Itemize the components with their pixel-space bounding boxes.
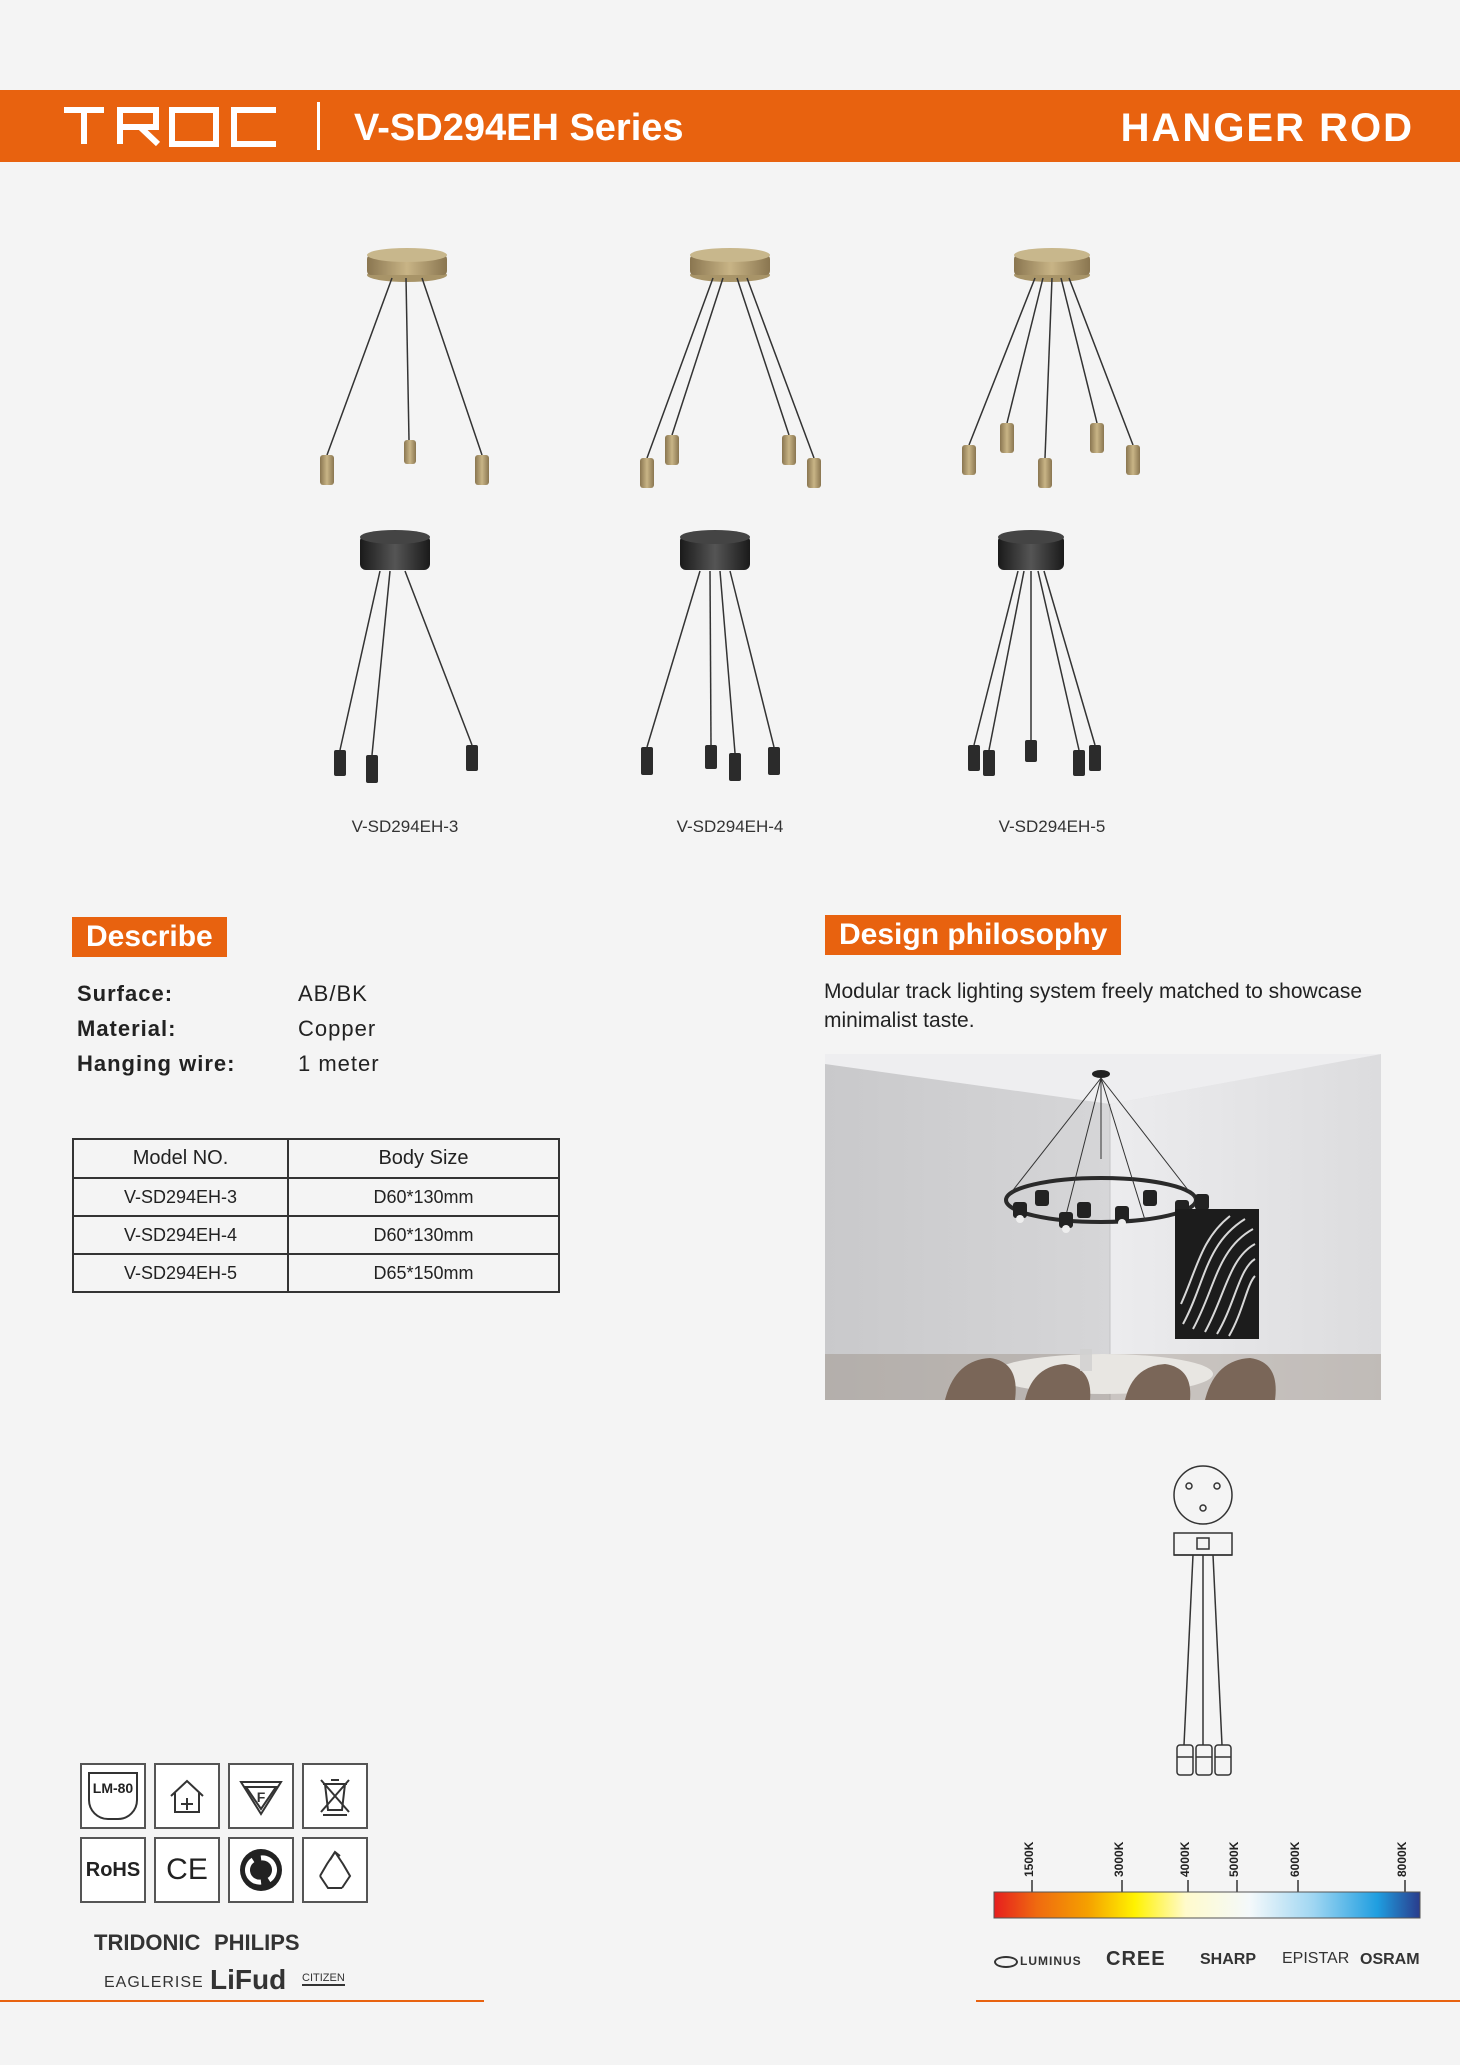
product-label-4: V-SD294EH-4 (676, 817, 784, 836)
cct-label: 1500K (1022, 1841, 1036, 1877)
lm80-icon (80, 1763, 146, 1829)
table-row (73, 1178, 559, 1216)
room-photo (825, 1054, 1381, 1400)
cct-label: 6000K (1288, 1841, 1302, 1877)
technical-drawing (1160, 1460, 1290, 1785)
lm80-label: LM-80 (92, 1780, 134, 1796)
logo-lifud: LiFud (210, 1964, 287, 1995)
logo-eaglerise: EAGLERISE (104, 1974, 204, 1991)
spec-key: Hanging wire: (77, 1051, 236, 1076)
spec-row-material (77, 1011, 497, 1046)
footer-rule-right (976, 2000, 1460, 2002)
philosophy-title: Design philosophy (825, 915, 1121, 955)
describe-title: Describe (72, 917, 227, 957)
logo-sharp: SHARP (1200, 1951, 1257, 1968)
table-cell: V-SD294EH-3 (73, 1178, 288, 1216)
recycle-icon (302, 1837, 368, 1903)
spec-row-hanging-wire (77, 1046, 497, 1081)
table-header: Body Size (288, 1139, 559, 1178)
brand-logo (62, 100, 292, 152)
black-pendant-3 (334, 530, 478, 783)
logo-luminus (994, 1954, 1082, 1968)
size-table (72, 1138, 560, 1293)
logo-epistar: EPISTAR (1282, 1950, 1350, 1967)
cct-label: 3000K (1112, 1841, 1126, 1877)
spec-value: AB/BK (298, 981, 368, 1006)
cct-color-bar (992, 1880, 1422, 1920)
spec-row-surface (77, 976, 497, 1011)
brass-pendant-5 (962, 248, 1140, 488)
spec-value: 1 meter (298, 1051, 380, 1076)
series-title: V-SD294EH Series (354, 107, 684, 149)
category-title: HANGER ROD (1120, 106, 1414, 150)
spec-list (77, 976, 497, 1086)
luminus-label: LUMINUS (1020, 1954, 1082, 1968)
table-cell: V-SD294EH-4 (73, 1216, 288, 1254)
f-mark-label: F (256, 1789, 266, 1805)
brass-pendant-4 (640, 248, 821, 488)
logo-citizen: CITIZEN (302, 1972, 345, 1984)
cct-label: 8000K (1395, 1841, 1409, 1877)
product-label-5: V-SD294EH-5 (998, 817, 1106, 836)
rohs-icon (80, 1837, 146, 1903)
table-row (73, 1216, 559, 1254)
table-header: Model NO. (73, 1139, 288, 1178)
ce-icon (154, 1837, 220, 1903)
cct-label: 4000K (1178, 1841, 1192, 1877)
f-mark-icon (228, 1763, 294, 1829)
product-illustrations (280, 240, 1180, 810)
table-cell: D60*130mm (288, 1216, 559, 1254)
rohs-label: RoHS (85, 1858, 141, 1881)
philosophy-text: Modular track lighting system freely matched to showcase minimalist taste. (824, 980, 1363, 1032)
logo-philips: PHILIPS (214, 1930, 300, 1955)
brass-pendant-3 (320, 248, 489, 485)
spec-value: Copper (298, 1016, 377, 1041)
green-dot-icon (228, 1837, 294, 1903)
luminus-swoosh-icon (994, 1956, 1018, 1968)
header-separator (317, 102, 320, 150)
footer-rule-left (0, 2000, 484, 2002)
logo-cree: CREE (1106, 1948, 1166, 1970)
table-cell: V-SD294EH-5 (73, 1254, 288, 1292)
logo-tridonic: TRIDONIC (94, 1930, 201, 1955)
black-pendant-5 (968, 530, 1101, 776)
cct-label: 5000K (1227, 1841, 1241, 1877)
product-label-3: V-SD294EH-3 (351, 817, 459, 836)
spec-key: Material: (77, 1016, 177, 1041)
logo-osram: OSRAM (1360, 1951, 1420, 1968)
weee-bin-icon (302, 1763, 368, 1829)
table-row (73, 1254, 559, 1292)
table-cell: D65*150mm (288, 1254, 559, 1292)
indoor-use-icon (154, 1763, 220, 1829)
black-pendant-4 (641, 530, 780, 781)
table-cell: D60*130mm (288, 1178, 559, 1216)
ce-label: CE (166, 1853, 208, 1886)
spec-key: Surface: (77, 981, 174, 1006)
table-header-row (73, 1139, 559, 1178)
